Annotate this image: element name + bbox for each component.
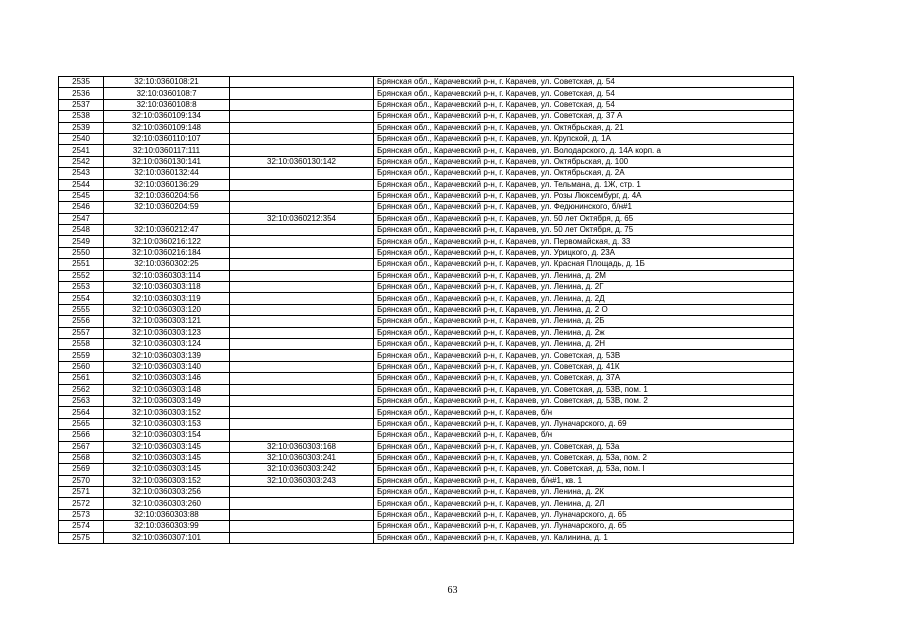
cadastral-number-cell: 32:10:0360303:153 [104, 418, 230, 429]
row-number-cell: 2569 [59, 464, 104, 475]
address-cell: Брянская обл., Карачевский р-н, г. Карачев, ул. Федюнинского, б/н#1 [374, 202, 794, 213]
address-cell: Брянская обл., Карачевский р-н, г. Карачев, б/н [374, 430, 794, 441]
cadastral-number-cell: 32:10:0360136:29 [104, 179, 230, 190]
address-cell: Брянская обл., Карачевский р-н, г. Карачев, ул. Крупской, д. 1А [374, 133, 794, 144]
table-row [59, 77, 794, 88]
cadastral-number-cell: 32:10:0360303:145 [104, 464, 230, 475]
table-row [59, 350, 794, 361]
related-cadastral-number-cell [230, 430, 374, 441]
row-number-cell: 2545 [59, 190, 104, 201]
address-cell: Брянская обл., Карачевский р-н, г. Карачев, ул. Ленина, д. 2Д [374, 293, 794, 304]
table-row [59, 202, 794, 213]
cadastral-number-cell: 32:10:0360110:107 [104, 133, 230, 144]
row-number-cell: 2557 [59, 327, 104, 338]
cadastral-number-cell: 32:10:0360204:59 [104, 202, 230, 213]
cadastral-number-cell: 32:10:0360303:121 [104, 316, 230, 327]
cadastral-number-cell: 32:10:0360303:148 [104, 384, 230, 395]
related-cadastral-number-cell [230, 316, 374, 327]
row-number-cell: 2574 [59, 521, 104, 532]
cadastral-number-cell: 32:10:0360130:141 [104, 156, 230, 167]
table-row [59, 293, 794, 304]
row-number-cell: 2550 [59, 247, 104, 258]
row-number-cell: 2551 [59, 259, 104, 270]
cadastral-number-cell: 32:10:0360132:44 [104, 168, 230, 179]
table-row [59, 259, 794, 270]
row-number-cell: 2548 [59, 225, 104, 236]
address-cell: Брянская обл., Карачевский р-н, г. Карачев, б/н [374, 407, 794, 418]
related-cadastral-number-cell [230, 145, 374, 156]
cadastral-number-cell: 32:10:0360303:149 [104, 395, 230, 406]
row-number-cell: 2568 [59, 452, 104, 463]
address-cell: Брянская обл., Карачевский р-н, г. Карачев, ул. Советская, д. 54 [374, 99, 794, 110]
table-row [59, 168, 794, 179]
related-cadastral-number-cell [230, 361, 374, 372]
related-cadastral-number-cell [230, 270, 374, 281]
address-cell: Брянская обл., Карачевский р-н, г. Карачев, б/н#1, кв. 1 [374, 475, 794, 486]
table-row [59, 225, 794, 236]
row-number-cell: 2571 [59, 487, 104, 498]
address-cell: Брянская обл., Карачевский р-н, г. Карачев, ул. Советская, д. 53В, пом. 1 [374, 384, 794, 395]
row-number-cell: 2564 [59, 407, 104, 418]
cadastral-number-cell: 32:10:0360303:154 [104, 430, 230, 441]
row-number-cell: 2539 [59, 122, 104, 133]
related-cadastral-number-cell [230, 373, 374, 384]
row-number-cell: 2547 [59, 213, 104, 224]
cadastral-number-cell: 32:10:0360303:119 [104, 293, 230, 304]
related-cadastral-number-cell [230, 133, 374, 144]
cadastral-number-cell: 32:10:0360303:99 [104, 521, 230, 532]
related-cadastral-number-cell [230, 395, 374, 406]
row-number-cell: 2575 [59, 532, 104, 543]
table-row [59, 498, 794, 509]
cadastral-number-cell: 32:10:0360109:134 [104, 111, 230, 122]
cadastral-number-cell: 32:10:0360108:21 [104, 77, 230, 88]
cadastral-number-cell: 32:10:0360303:118 [104, 282, 230, 293]
row-number-cell: 2567 [59, 441, 104, 452]
row-number-cell: 2553 [59, 282, 104, 293]
table-row [59, 487, 794, 498]
row-number-cell: 2570 [59, 475, 104, 486]
table-row [59, 327, 794, 338]
related-cadastral-number-cell [230, 122, 374, 133]
address-cell: Брянская обл., Карачевский р-н, г. Карачев, ул. Урицкого, д. 23А [374, 247, 794, 258]
table-row [59, 407, 794, 418]
address-cell: Брянская обл., Карачевский р-н, г. Карачев, ул. Ленина, д. 2К [374, 487, 794, 498]
related-cadastral-number-cell: 32:10:0360303:243 [230, 475, 374, 486]
table-row [59, 190, 794, 201]
related-cadastral-number-cell: 32:10:0360303:168 [230, 441, 374, 452]
row-number-cell: 2537 [59, 99, 104, 110]
table-row [59, 133, 794, 144]
cadastral-number-cell: 32:10:0360303:114 [104, 270, 230, 281]
row-number-cell: 2544 [59, 179, 104, 190]
table-row [59, 145, 794, 156]
table-row [59, 418, 794, 429]
row-number-cell: 2559 [59, 350, 104, 361]
address-cell: Брянская обл., Карачевский р-н, г. Карачев, ул. Советская, д. 37А [374, 373, 794, 384]
table-row [59, 373, 794, 384]
cadastral-number-cell: 32:10:0360303:145 [104, 441, 230, 452]
row-number-cell: 2540 [59, 133, 104, 144]
table-row [59, 179, 794, 190]
table-row [59, 247, 794, 258]
address-cell: Брянская обл., Карачевский р-н, г. Карачев, ул. Калинина, д. 1 [374, 532, 794, 543]
row-number-cell: 2541 [59, 145, 104, 156]
address-cell: Брянская обл., Карачевский р-н, г. Карачев, ул. Луначарского, д. 65 [374, 521, 794, 532]
table-row [59, 464, 794, 475]
cadastral-number-cell: 32:10:0360303:123 [104, 327, 230, 338]
related-cadastral-number-cell [230, 338, 374, 349]
related-cadastral-number-cell [230, 407, 374, 418]
registry-table [58, 76, 794, 544]
row-number-cell: 2558 [59, 338, 104, 349]
related-cadastral-number-cell [230, 190, 374, 201]
address-cell: Брянская обл., Карачевский р-н, г. Карачев, ул. Советская, д. 53а, пом. I [374, 464, 794, 475]
address-cell: Брянская обл., Карачевский р-н, г. Карачев, ул. Розы Люксембург, д. 4А [374, 190, 794, 201]
address-cell: Брянская обл., Карачевский р-н, г. Карачев, ул. Ленина, д. 2 О [374, 304, 794, 315]
address-cell: Брянская обл., Карачевский р-н, г. Карачев, ул. Красная Площадь, д. 1Б [374, 259, 794, 270]
table-row [59, 111, 794, 122]
related-cadastral-number-cell [230, 521, 374, 532]
address-cell: Брянская обл., Карачевский р-н, г. Карачев, ул. Луначарского, д. 69 [374, 418, 794, 429]
row-number-cell: 2554 [59, 293, 104, 304]
table-row [59, 88, 794, 99]
address-cell: Брянская обл., Карачевский р-н, г. Карачев, ул. Ленина, д. 2Н [374, 338, 794, 349]
cadastral-number-cell: 32:10:0360204:56 [104, 190, 230, 201]
table-row [59, 361, 794, 372]
address-cell: Брянская обл., Карачевский р-н, г. Карачев, ул. Володарского, д. 14А корп. а [374, 145, 794, 156]
related-cadastral-number-cell [230, 202, 374, 213]
address-cell: Брянская обл., Карачевский р-н, г. Карачев, ул. Советская, д. 53а [374, 441, 794, 452]
related-cadastral-number-cell [230, 88, 374, 99]
cadastral-number-cell: 32:10:0360303:124 [104, 338, 230, 349]
related-cadastral-number-cell [230, 179, 374, 190]
cadastral-number-cell: 32:10:0360307:101 [104, 532, 230, 543]
cadastral-number-cell: 32:10:0360303:88 [104, 509, 230, 520]
related-cadastral-number-cell [230, 168, 374, 179]
cadastral-number-cell: 32:10:0360109:148 [104, 122, 230, 133]
row-number-cell: 2556 [59, 316, 104, 327]
row-number-cell: 2565 [59, 418, 104, 429]
address-cell: Брянская обл., Карачевский р-н, г. Карачев, ул. Октябрьская, д. 21 [374, 122, 794, 133]
cadastral-number-cell: 32:10:0360303:260 [104, 498, 230, 509]
related-cadastral-number-cell [230, 247, 374, 258]
cadastral-number-cell: 32:10:0360216:184 [104, 247, 230, 258]
row-number-cell: 2560 [59, 361, 104, 372]
related-cadastral-number-cell [230, 225, 374, 236]
cadastral-number-cell: 32:10:0360302:25 [104, 259, 230, 270]
address-cell: Брянская обл., Карачевский р-н, г. Карачев, ул. Ленина, д. 2Г [374, 282, 794, 293]
related-cadastral-number-cell [230, 384, 374, 395]
cadastral-number-cell: 32:10:0360303:140 [104, 361, 230, 372]
cadastral-number-cell: 32:10:0360303:152 [104, 407, 230, 418]
table-row [59, 213, 794, 224]
table-row [59, 99, 794, 110]
table-row [59, 521, 794, 532]
address-cell: Брянская обл., Карачевский р-н, г. Карачев, ул. Луначарского, д. 65 [374, 509, 794, 520]
address-cell: Брянская обл., Карачевский р-н, г. Карачев, ул. Советская, д. 53а, пом. 2 [374, 452, 794, 463]
table-row [59, 338, 794, 349]
cadastral-number-cell: 32:10:0360117:111 [104, 145, 230, 156]
cadastral-number-cell: 32:10:0360303:120 [104, 304, 230, 315]
row-number-cell: 2562 [59, 384, 104, 395]
address-cell: Брянская обл., Карачевский р-н, г. Карачев, ул. Советская, д. 41К [374, 361, 794, 372]
related-cadastral-number-cell: 32:10:0360303:242 [230, 464, 374, 475]
row-number-cell: 2549 [59, 236, 104, 247]
related-cadastral-number-cell [230, 111, 374, 122]
address-cell: Брянская обл., Карачевский р-н, г. Карачев, ул. Советская, д. 54 [374, 77, 794, 88]
address-cell: Брянская обл., Карачевский р-н, г. Карачев, ул. Советская, д. 53В, пом. 2 [374, 395, 794, 406]
table-row [59, 236, 794, 247]
related-cadastral-number-cell [230, 509, 374, 520]
address-cell: Брянская обл., Карачевский р-н, г. Карачев, ул. Октябрьская, д. 2А [374, 168, 794, 179]
related-cadastral-number-cell [230, 236, 374, 247]
related-cadastral-number-cell: 32:10:0360212:354 [230, 213, 374, 224]
row-number-cell: 2566 [59, 430, 104, 441]
address-cell: Брянская обл., Карачевский р-н, г. Карачев, ул. 50 лет Октября, д. 65 [374, 213, 794, 224]
address-cell: Брянская обл., Карачевский р-н, г. Карачев, ул. Тельмана, д. 1Ж, стр. 1 [374, 179, 794, 190]
related-cadastral-number-cell [230, 77, 374, 88]
cadastral-number-cell: 32:10:0360216:122 [104, 236, 230, 247]
cadastral-number-cell: 32:10:0360212:47 [104, 225, 230, 236]
address-cell: Брянская обл., Карачевский р-н, г. Карачев, ул. Ленина, д. 2М [374, 270, 794, 281]
related-cadastral-number-cell [230, 99, 374, 110]
table-row [59, 441, 794, 452]
related-cadastral-number-cell [230, 304, 374, 315]
row-number-cell: 2538 [59, 111, 104, 122]
table-row [59, 316, 794, 327]
cadastral-number-cell: 32:10:0360108:7 [104, 88, 230, 99]
row-number-cell: 2536 [59, 88, 104, 99]
related-cadastral-number-cell [230, 327, 374, 338]
related-cadastral-number-cell [230, 418, 374, 429]
table-row [59, 430, 794, 441]
address-cell: Брянская обл., Карачевский р-н, г. Карачев, ул. Первомайская, д. 33 [374, 236, 794, 247]
address-cell: Брянская обл., Карачевский р-н, г. Карачев, ул. Ленина, д. 2ж [374, 327, 794, 338]
related-cadastral-number-cell: 32:10:0360303:241 [230, 452, 374, 463]
cadastral-number-cell: 32:10:0360303:145 [104, 452, 230, 463]
address-cell: Брянская обл., Карачевский р-н, г. Карачев, ул. Советская, д. 54 [374, 88, 794, 99]
table-row [59, 452, 794, 463]
related-cadastral-number-cell [230, 293, 374, 304]
cadastral-number-cell: 32:10:0360303:152 [104, 475, 230, 486]
table-row [59, 122, 794, 133]
table-row [59, 384, 794, 395]
address-cell: Брянская обл., Карачевский р-н, г. Карачев, ул. Октябрьская, д. 100 [374, 156, 794, 167]
registry-table-body [59, 77, 794, 544]
address-cell: Брянская обл., Карачевский р-н, г. Карачев, ул. Советская, д. 53В [374, 350, 794, 361]
related-cadastral-number-cell: 32:10:0360130:142 [230, 156, 374, 167]
related-cadastral-number-cell [230, 350, 374, 361]
page-number: 63 [447, 585, 458, 596]
row-number-cell: 2555 [59, 304, 104, 315]
address-cell: Брянская обл., Карачевский р-н, г. Карачев, ул. Ленина, д. 2Л [374, 498, 794, 509]
cadastral-number-cell: 32:10:0360303:139 [104, 350, 230, 361]
cadastral-number-cell: 32:10:0360303:256 [104, 487, 230, 498]
row-number-cell: 2561 [59, 373, 104, 384]
row-number-cell: 2535 [59, 77, 104, 88]
table-row [59, 532, 794, 543]
address-cell: Брянская обл., Карачевский р-н, г. Карачев, ул. Советская, д. 37 А [374, 111, 794, 122]
row-number-cell: 2563 [59, 395, 104, 406]
table-row [59, 475, 794, 486]
address-cell: Брянская обл., Карачевский р-н, г. Карачев, ул. 50 лет Октября, д. 75 [374, 225, 794, 236]
table-row [59, 156, 794, 167]
related-cadastral-number-cell [230, 282, 374, 293]
row-number-cell: 2573 [59, 509, 104, 520]
table-row [59, 509, 794, 520]
related-cadastral-number-cell [230, 532, 374, 543]
cadastral-number-cell: 32:10:0360303:146 [104, 373, 230, 384]
address-cell: Брянская обл., Карачевский р-н, г. Карачев, ул. Ленина, д. 2Б [374, 316, 794, 327]
cadastral-number-cell [104, 213, 230, 224]
table-row [59, 270, 794, 281]
related-cadastral-number-cell [230, 498, 374, 509]
related-cadastral-number-cell [230, 259, 374, 270]
related-cadastral-number-cell [230, 487, 374, 498]
row-number-cell: 2543 [59, 168, 104, 179]
table-row [59, 395, 794, 406]
row-number-cell: 2552 [59, 270, 104, 281]
row-number-cell: 2546 [59, 202, 104, 213]
cadastral-number-cell: 32:10:0360108:8 [104, 99, 230, 110]
row-number-cell: 2542 [59, 156, 104, 167]
row-number-cell: 2572 [59, 498, 104, 509]
table-row [59, 304, 794, 315]
table-row [59, 282, 794, 293]
